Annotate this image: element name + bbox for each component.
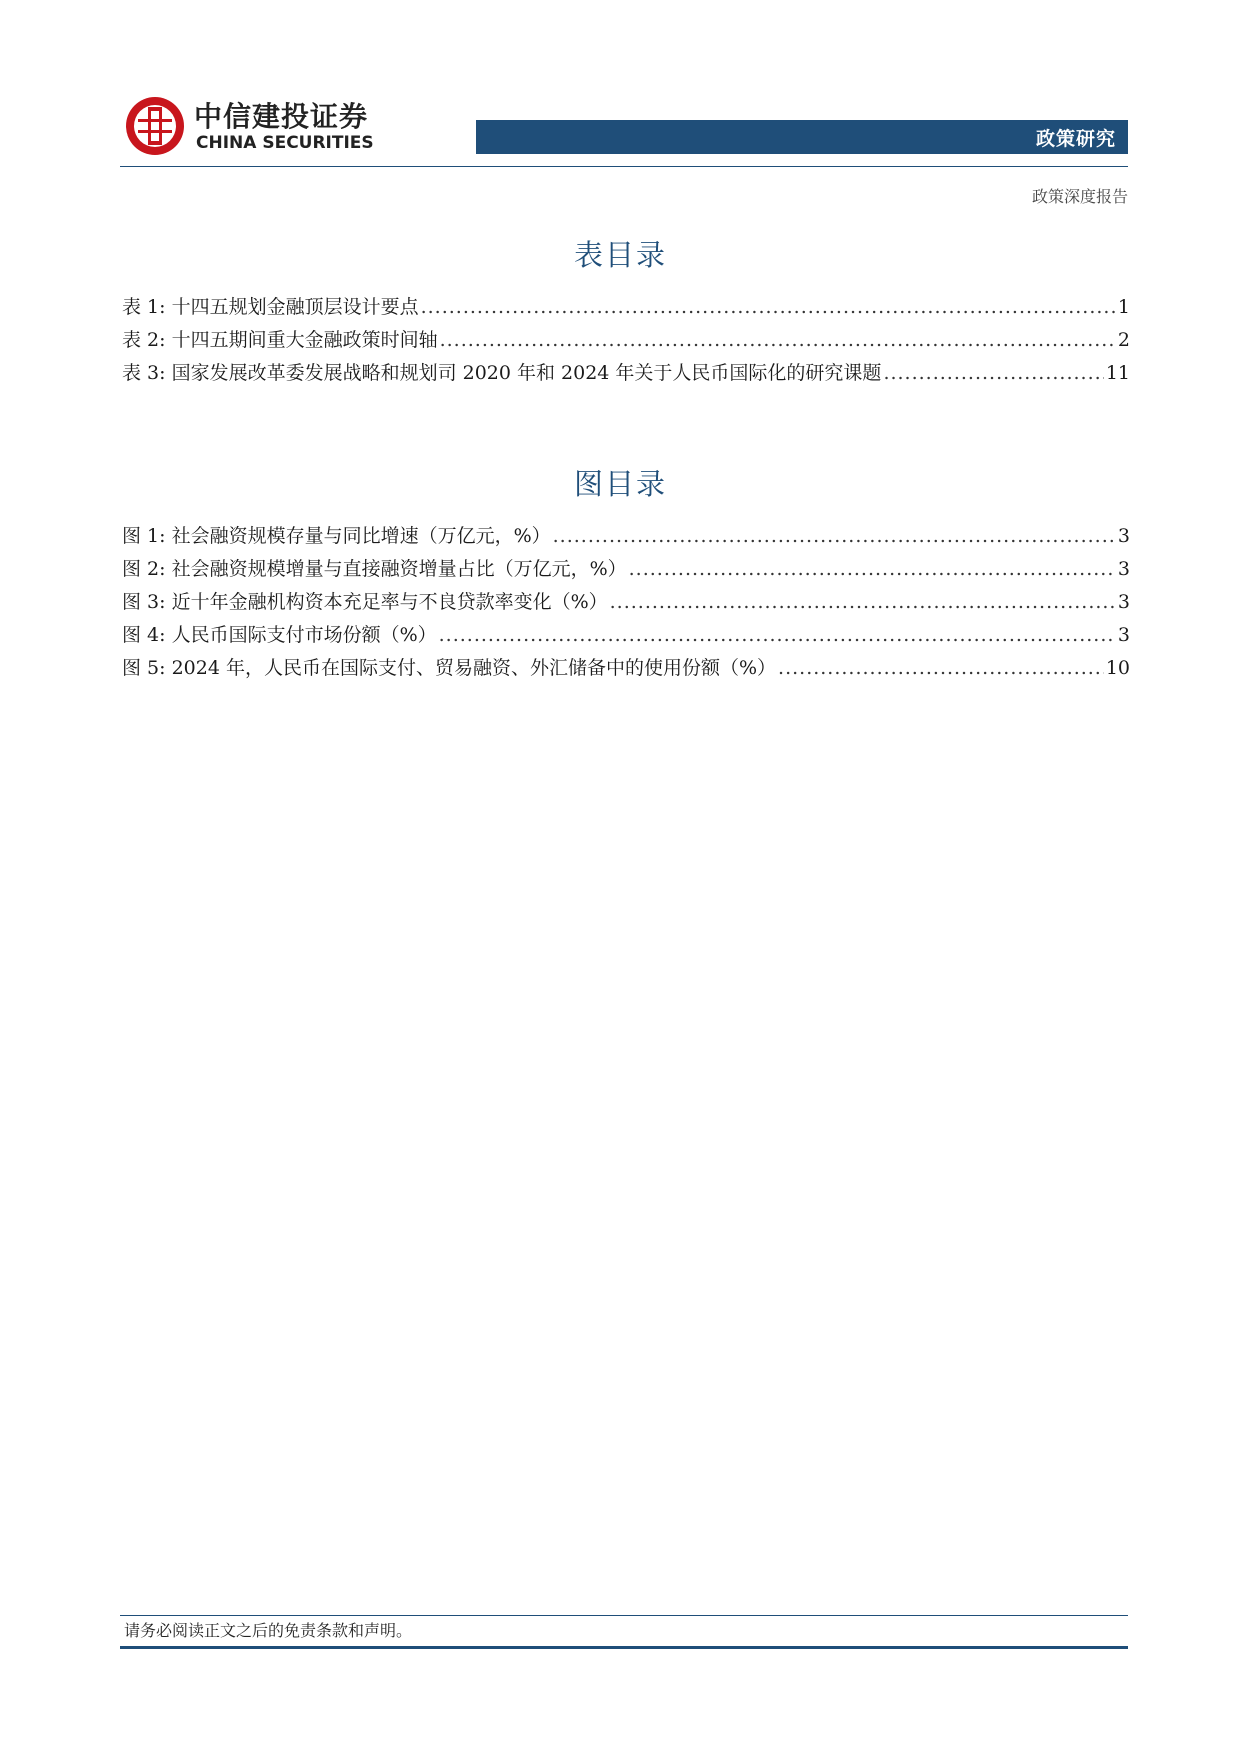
toc-dot-leader xyxy=(421,296,1116,318)
toc-entry-figure-2[interactable] xyxy=(122,554,1130,587)
footer-rule xyxy=(120,1646,1128,1649)
tables-toc-title: 表目录 xyxy=(573,238,667,272)
toc-entry-label: 图 1: 社会融资规模存量与同比增速（万亿元，%） xyxy=(122,525,551,547)
toc-entry-page: 3 xyxy=(1117,591,1130,613)
footer-disclaimer: 请务必阅读正文之后的免责条款和声明。 xyxy=(124,1621,413,1640)
footer-divider xyxy=(120,1615,1128,1616)
toc-entry-figure-3[interactable] xyxy=(122,587,1130,620)
toc-entry-page: 10 xyxy=(1105,657,1130,679)
report-type-label: 政策深度报告 xyxy=(1031,187,1128,206)
tables-toc-list xyxy=(122,292,1130,391)
toc-entry-label: 图 3: 近十年金融机构资本充足率与不良贷款率变化（%） xyxy=(122,591,608,613)
toc-entry-figure-5[interactable] xyxy=(122,653,1130,686)
header-banner xyxy=(476,120,1128,154)
figures-toc-list xyxy=(122,521,1130,686)
toc-entry-label: 图 5: 2024 年，人民币在国际支付、贸易融资、外汇储备中的使用份额（%） xyxy=(122,657,777,679)
toc-entry-table-3[interactable] xyxy=(122,358,1130,391)
toc-entry-figure-1[interactable] xyxy=(122,521,1130,554)
toc-entry-page: 1 xyxy=(1117,296,1130,318)
toc-dot-leader xyxy=(553,525,1116,547)
toc-entry-label: 图 2: 社会融资规模增量与直接融资增量占比（万亿元，%） xyxy=(122,558,627,580)
toc-dot-leader xyxy=(778,657,1104,679)
toc-entry-table-2[interactable] xyxy=(122,325,1130,358)
logo-english-name: CHINA SECURITIES xyxy=(196,133,374,153)
header-category: 政策研究 xyxy=(1035,128,1116,150)
toc-entry-label: 表 3: 国家发展改革委发展战略和规划司 2020 年和 2024 年关于人民币国际化的研究课题 xyxy=(122,362,882,384)
toc-entry-label: 表 1: 十四五规划金融顶层设计要点 xyxy=(122,296,419,318)
toc-dot-leader xyxy=(439,624,1116,646)
toc-dot-leader xyxy=(610,591,1116,613)
toc-dot-leader xyxy=(883,362,1103,384)
toc-dot-leader xyxy=(629,558,1116,580)
toc-dot-leader xyxy=(440,329,1116,351)
toc-entry-page: 3 xyxy=(1117,558,1130,580)
toc-entry-table-1[interactable] xyxy=(122,292,1130,325)
toc-entry-figure-4[interactable] xyxy=(122,620,1130,653)
citic-emblem-icon xyxy=(124,95,186,157)
company-logo xyxy=(124,93,424,165)
toc-entry-label: 图 4: 人民币国际支付市场份额（%） xyxy=(122,624,437,646)
logo-chinese-name: 中信建投证券 xyxy=(194,100,369,133)
toc-entry-page: 3 xyxy=(1117,624,1130,646)
figures-toc-title: 图目录 xyxy=(573,467,667,501)
toc-entry-label: 表 2: 十四五期间重大金融政策时间轴 xyxy=(122,329,438,351)
toc-entry-page: 3 xyxy=(1117,525,1130,547)
toc-entry-page: 2 xyxy=(1117,329,1130,351)
toc-entry-page: 11 xyxy=(1105,362,1130,384)
header-divider xyxy=(120,166,1128,167)
